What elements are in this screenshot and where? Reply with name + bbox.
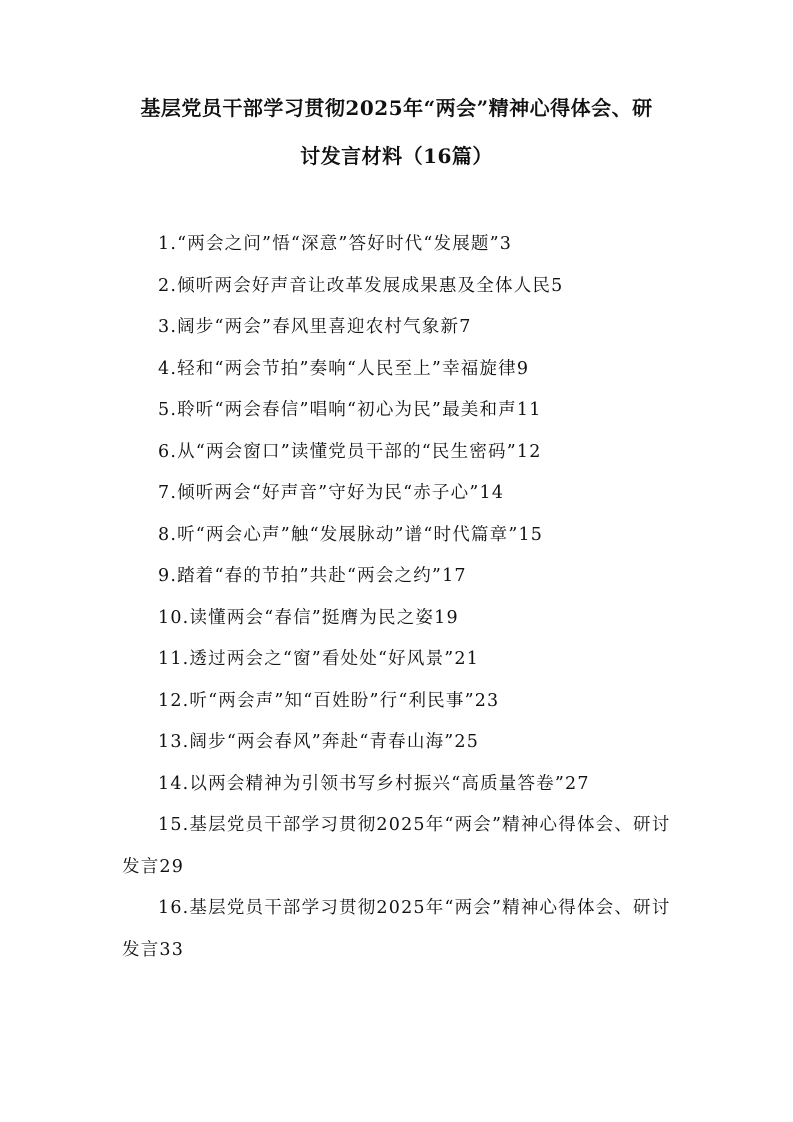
toc-item: 1.“两会之问”悟“深意”答好时代“发展题”3 (158, 234, 513, 254)
toc-item: 3.阔步“两会”春风里喜迎农村气象新7 (158, 317, 472, 337)
toc-item: 5.聆听“两会春信”唱响“初心为民”最美和声11 (158, 400, 542, 420)
toc-item: 14.以两会精神为引领书写乡村振兴“高质量答卷”27 (158, 773, 590, 794)
toc-item: 9.踏着“春的节拍”共赴“两会之约”17 (158, 566, 467, 586)
toc-item: 2.倾听两会好声音让改革发展成果惠及全体人民5 (158, 275, 564, 296)
toc-item: 16.基层党员干部学习贯彻2025年“两会”精神心得体会、研讨发言33 (122, 898, 671, 960)
toc-item: 11.透过两会之“窗”看处处“好风景”21 (158, 649, 480, 669)
toc-item: 4.轻和“两会节拍”奏响“人民至上”幸福旋律9 (158, 358, 530, 379)
title-line-1: 基层党员干部学习贯彻2025年“两会”精神心得体会、研 (140, 96, 653, 120)
toc-item: 7.倾听两会“好声音”守好为民“赤子心”14 (158, 483, 505, 503)
toc-item: 12.听“两会声”知“百姓盼”行“利民事”23 (158, 690, 500, 711)
toc-item: 6.从“两会窗口”读懂党员干部的“民生密码”12 (158, 441, 542, 462)
toc-item: 13.阔步“两会春风”奔赴“青春山海”25 (158, 732, 480, 752)
toc-item: 15.基层党员干部学习贯彻2025年“两会”精神心得体会、研讨发言29 (122, 815, 671, 877)
title-line-2: 讨发言材料（16篇） (300, 144, 493, 168)
document-title (110, 84, 683, 180)
table-of-contents (122, 224, 682, 971)
toc-item: 8.听“两会心声”触“发展脉动”谱“时代篇章”15 (158, 524, 544, 545)
toc-item: 10.读懂两会“春信”挺膺为民之姿19 (158, 607, 459, 628)
